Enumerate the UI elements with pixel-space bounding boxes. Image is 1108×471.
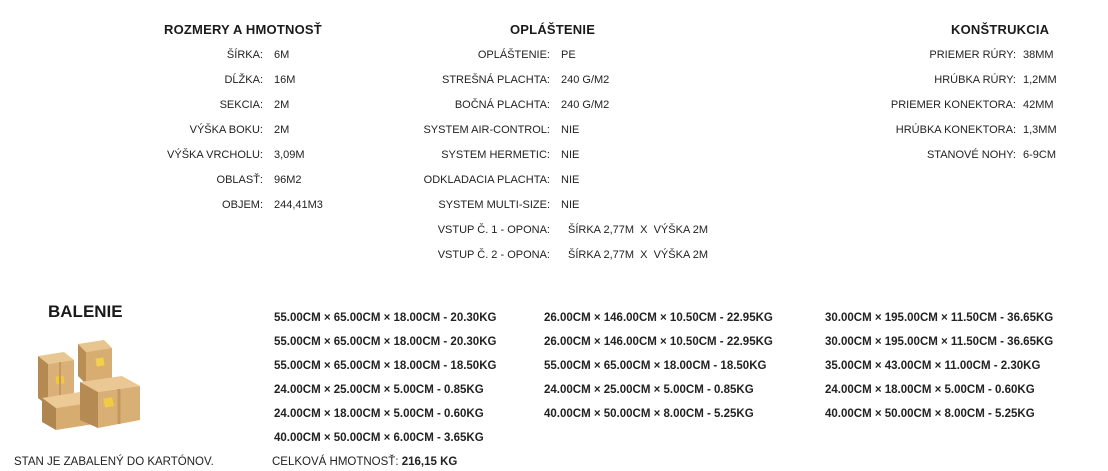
spec-value: 2M [274, 99, 290, 111]
package-item: 26.00CM × 146.00CM × 10.50CM - 22.95KG [544, 312, 773, 324]
total-weight [272, 456, 457, 468]
spec-value: 6M [274, 49, 290, 61]
package-item: 55.00CM × 65.00CM × 18.00CM - 20.30KG [274, 336, 497, 348]
spec-value: 244,41M3 [274, 199, 323, 211]
spec-label: ODKLADACIA PLACHTA: [423, 174, 550, 186]
spec-value: NIE [561, 174, 580, 186]
spec-value: ŠÍRKA 2,77M X VÝŠKA 2M [568, 249, 709, 261]
spec-label: OBJEM: [222, 199, 263, 211]
spec-value: 6-9CM [1023, 149, 1057, 161]
package-item: 24.00CM × 18.00CM × 5.00CM - 0.60KG [274, 408, 484, 420]
cardboard-boxes-icon [34, 336, 146, 432]
cover-title: OPLÁŠTENIE [510, 22, 596, 37]
package-item: 26.00CM × 146.00CM × 10.50CM - 22.95KG [544, 336, 773, 348]
spec-label: SYSTEM HERMETIC: [441, 149, 550, 161]
spec-label: BOČNÁ PLACHTA: [454, 99, 550, 111]
spec-label: STREŠNÁ PLACHTA: [442, 74, 550, 86]
spec-label: OPLÁŠTENIE: [477, 49, 550, 61]
package-item: 40.00CM × 50.00CM × 8.00CM - 5.25KG [825, 408, 1035, 420]
package-item: 40.00CM × 50.00CM × 8.00CM - 5.25KG [544, 408, 754, 420]
packaging-title: BALENIE [48, 302, 123, 321]
spec-label: SYSTEM AIR-CONTROL: [423, 124, 550, 136]
spec-label: VSTUP Č. 2 - OPONA: [437, 249, 550, 261]
spec-label: SEKCIA: [219, 99, 263, 111]
spec-label: DĹŽKA: [224, 74, 263, 86]
spec-value: NIE [561, 149, 580, 161]
package-item: 55.00CM × 65.00CM × 18.00CM - 20.30KG [274, 312, 497, 324]
spec-label: VÝŠKA VRCHOLU: [167, 149, 263, 161]
spec-label: PRIEMER RÚRY: [929, 49, 1016, 61]
dimensions-title: ROZMERY A HMOTNOSŤ [164, 22, 322, 37]
package-item: 24.00CM × 18.00CM × 5.00CM - 0.60KG [825, 384, 1035, 396]
spec-label: ŠÍRKA: [226, 49, 263, 61]
package-item: 55.00CM × 65.00CM × 18.00CM - 18.50KG [274, 360, 497, 372]
spec-value: 38MM [1023, 49, 1054, 61]
package-item: 30.00CM × 195.00CM × 11.50CM - 36.65KG [825, 312, 1054, 324]
spec-value: 2M [274, 124, 290, 136]
spec-value: 240 G/M2 [561, 99, 610, 111]
spec-label: PRIEMER KONEKTORA: [890, 99, 1016, 111]
packaging-caption: STAN JE ZABALENÝ DO KARTÓNOV. [14, 456, 214, 468]
spec-label: STANOVÉ NOHY: [926, 149, 1016, 161]
spec-label: SYSTEM MULTI-SIZE: [438, 199, 550, 211]
spec-value: NIE [561, 124, 580, 136]
package-item: 24.00CM × 25.00CM × 5.00CM - 0.85KG [544, 384, 754, 396]
spec-value: PE [561, 49, 576, 61]
spec-value: 1,3MM [1023, 124, 1057, 136]
spec-value: 1,2MM [1023, 74, 1057, 86]
spec-label: VÝŠKA BOKU: [189, 124, 263, 136]
total-weight-label: CELKOVÁ HMOTNOSŤ: [272, 456, 399, 468]
package-item: 24.00CM × 25.00CM × 5.00CM - 0.85KG [274, 384, 484, 396]
spec-value: 96M2 [274, 174, 302, 186]
package-item: 35.00CM × 43.00CM × 11.00CM - 2.30KG [825, 360, 1041, 372]
package-item: 55.00CM × 65.00CM × 18.00CM - 18.50KG [544, 360, 767, 372]
total-weight-value: 216,15 KG [401, 456, 458, 468]
spec-label: HRÚBKA RÚRY: [934, 74, 1016, 86]
spec-value: ŠÍRKA 2,77M X VÝŠKA 2M [568, 224, 709, 236]
spec-label: HRÚBKA KONEKTORA: [895, 124, 1016, 136]
spec-label: VSTUP Č. 1 - OPONA: [437, 224, 550, 236]
package-item: 40.00CM × 50.00CM × 6.00CM - 3.65KG [274, 432, 484, 444]
spec-value: 3,09M [274, 149, 305, 161]
spec-value: 16M [274, 74, 296, 86]
spec-value: 42MM [1023, 99, 1054, 111]
package-item: 30.00CM × 195.00CM × 11.50CM - 36.65KG [825, 336, 1054, 348]
spec-value: NIE [561, 199, 580, 211]
spec-label: OBLASŤ: [216, 174, 263, 186]
construction-title: KONŠTRUKCIA [951, 22, 1050, 37]
spec-value: 240 G/M2 [561, 74, 610, 86]
